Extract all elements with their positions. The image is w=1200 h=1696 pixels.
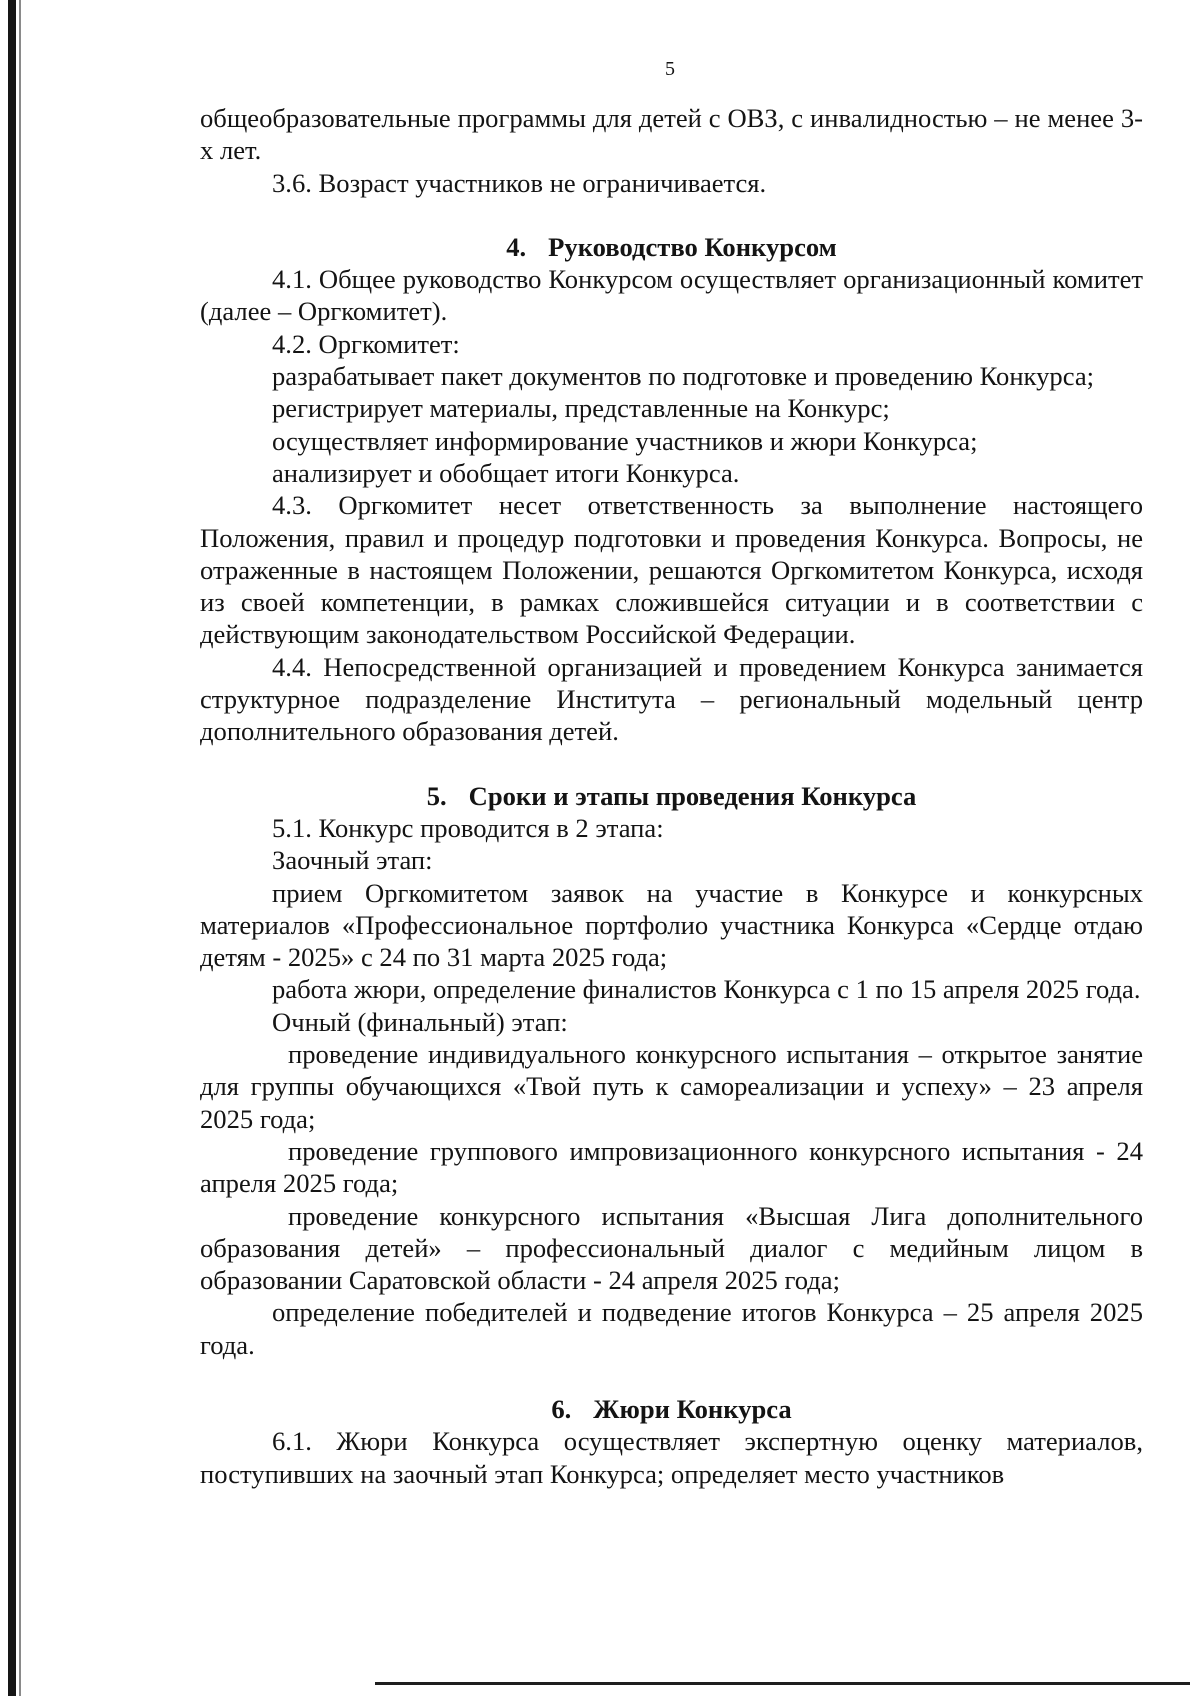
section-5-title: Сроки и этапы проведения Конкурса <box>468 780 917 811</box>
bottom-scan-line <box>375 1682 1190 1685</box>
document-page <box>200 102 1143 1490</box>
paragraph-4-2-item: регистрирует материалы, представленные на Конкурс; <box>272 393 890 424</box>
stage-1-item: работа жюри, определение финалистов Конкурса с 1 по 15 апреля 2025 года. <box>272 974 1141 1005</box>
scan-edge-shadow <box>19 0 21 1696</box>
stage-2-item: определение победителей и подведение итогов Конкурса – 25 апреля 2025 года. <box>200 1297 1143 1360</box>
stage-1-heading: Заочный этап: <box>272 845 433 876</box>
stage-2-heading: Очный (финальный) этап: <box>272 1006 568 1037</box>
stage-2-item: проведение группового импровизационного конкурсного испытания - 24 апреля 2025 года; <box>200 1135 1143 1199</box>
paragraph-4-2: 4.2. Оргкомитет: <box>272 328 460 359</box>
stage-2-item: проведение индивидуального конкурсного испытания – открытое занятие для группы обучающихся «Твой путь к самореализации и успеху» – 23 апреля 2025 года; <box>200 1039 1143 1134</box>
stage-1-item: прием Оргкомитетом заявок на участие в Конкурсе и конкурсных материалов «Профессиональное портфолио участника Конкурса «Сердце отдаю детям - 2025» с 24 по 31 марта 2025 года; <box>200 877 1143 973</box>
paragraph-4-2-item: разрабатывает пакет документов по подготовке и проведению Конкурса; <box>272 361 1095 392</box>
section-6-number: 6. <box>551 1393 572 1424</box>
paragraph-4-1: 4.1. Общее руководство Конкурсом осуществляет организационный комитет (далее – Оргкомитет). <box>200 264 1143 327</box>
paragraph-4-3: 4.3. Оргкомитет несет ответственность за выполнение настоящего Положения, правил и процедур подготовки и проведения Конкурса. Вопросы, не отраженные в настоящем Положении, решаются Оргкомитетом Конкурса, исходя из своей компетенции, в рамках сложившейся ситуации и в соответствии с действующим законодательством Российской Федерации. <box>200 490 1143 650</box>
paragraph-6-1: 6.1. Жюри Конкурса осуществляет экспертную оценку материалов, поступивших на заочный этап Конкурса; определяет место участников <box>200 1426 1143 1489</box>
paragraph-5-1: 5.1. Конкурс проводится в 2 этапа: <box>272 812 664 843</box>
paragraph-4-2-item: анализирует и обобщает итоги Конкурса. <box>272 457 740 488</box>
paragraph-4-2-item: осуществляет информирование участников и жюри Конкурса; <box>272 425 978 456</box>
spacer <box>200 748 1143 780</box>
section-5-number: 5. <box>426 780 447 811</box>
scan-edge <box>8 0 16 1696</box>
paragraph-continuation: общеобразовательные программы для детей с ОВЗ, с инвалидностью – не менее 3-х лет. <box>200 103 1143 166</box>
page-number: 5 <box>665 58 675 80</box>
section-4-title: Руководство Конкурсом <box>548 231 837 262</box>
section-4-number: 4. <box>506 231 527 262</box>
section-5-heading <box>200 780 1143 812</box>
section-6-title: Жюри Конкурса <box>593 1393 792 1424</box>
paragraph-4-4: 4.4. Непосредственной организацией и проведением Конкурса занимается структурное подразделение Института – региональный модельный центр дополнительного образования детей. <box>200 651 1143 747</box>
section-6-heading <box>200 1393 1143 1425</box>
stage-2-item: проведение конкурсного испытания «Высшая Лига дополнительного образования детей» – профессиональный диалог с медийным лицом в образовании Саратовской области - 24 апреля 2025 года; <box>200 1200 1143 1296</box>
section-4-heading <box>200 231 1143 263</box>
spacer <box>200 1361 1143 1393</box>
spacer <box>200 199 1143 231</box>
paragraph-3-6: 3.6. Возраст участников не ограничивается. <box>272 167 767 198</box>
